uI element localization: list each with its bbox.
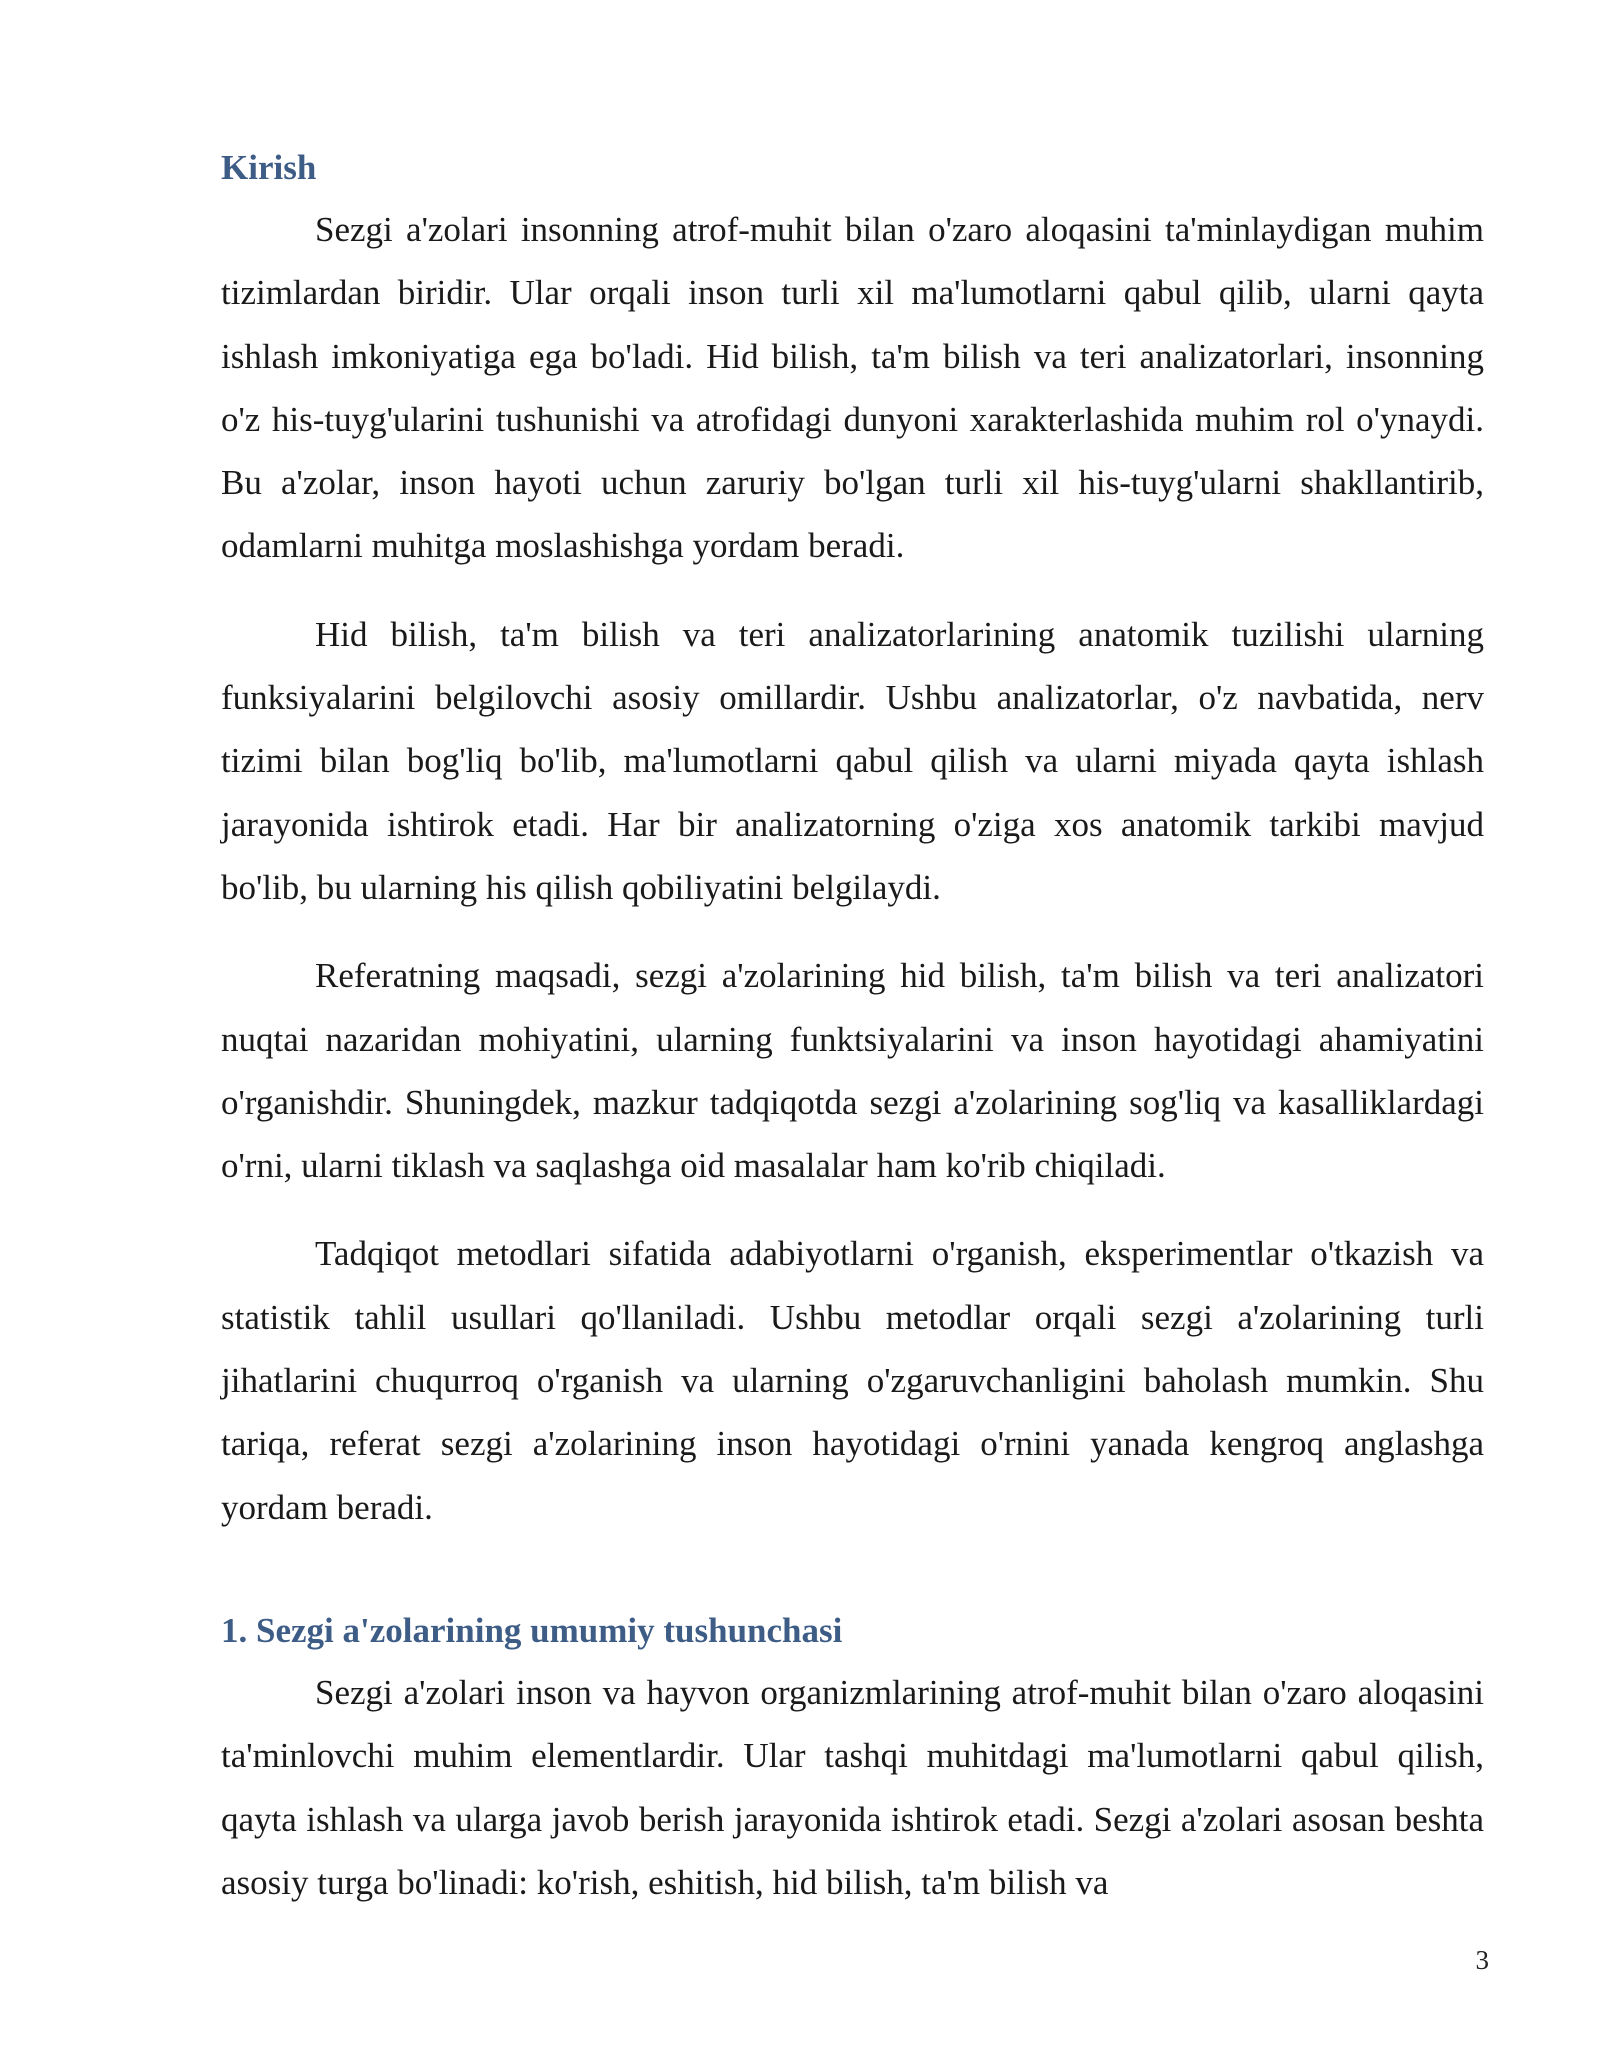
intro-paragraph-4: Tadqiqot metodlari sifatida adabiyotlarni o'rganish, eksperimentlar o'tkazish va statistik tahlil usullari qo'llaniladi. Ushbu metodlar orqali sezgi a'zolarining turli jihatlarini chuqurroq o'rganish va ularning o'zgaruvchanligini baholash mumkin. Shu tariqa, referat sezgi a'zolarining inson hayotidagi o'rnini yanada kengroq anglashga yordam beradi.: [221, 1234, 1484, 1527]
page-number: 3: [1475, 1945, 1489, 1975]
intro-paragraph-1: Sezgi a'zolari insonning atrof-muhit bilan o'zaro aloqasini ta'minlaydigan muhim tizimlardan biridir. Ular orqali inson turli xil ma'lumotlarni qabul qilib, ularni qayta ishlash imkoniyatiga ega bo'ladi. Hid bilish, ta'm bilish va teri analizatorlari, insonning o'z his-tuyg'ularini tushunishi va atrofidagi dunyoni xarakterlashida muhim rol o'ynaydi. Bu a'zolar, inson hayoti uchun zaruriy bo'lgan turli xil his-tuyg'ularni shakllantirib, odamlarni muhitga moslashishga yordam beradi.: [221, 210, 1484, 566]
intro-paragraph-3: Referatning maqsadi, sezgi a'zolarining hid bilish, ta'm bilish va teri analizatori nuqtai nazaridan mohiyatini, ularning funktsiyalarini va inson hayotidagi ahamiyatini o'rganishdir. Shuningdek, mazkur tadqiqotda sezgi a'zolarining sog'liq va kasalliklardagi o'rni, ularni tiklash va saqlashga oid masalalar ham ko'rib chiqiladi.: [221, 956, 1484, 1186]
section-title-intro: Kirish: [221, 148, 317, 187]
page-content: [221, 138, 1484, 1914]
intro-paragraph-2: Hid bilish, ta'm bilish va teri analizatorlarining anatomik tuzilishi ularning funksiyalarini belgilovchi asosiy omillardir. Ushbu analizatorlar, o'z navbatida, nerv tizimi bilan bog'liq bo'lib, ma'lumotlarni qabul qilish va ularni miyada qayta ishlash jarayonida ishtirok etadi. Har bir analizatorning o'ziga xos anatomik tarkibi mavjud bo'lib, bu ularning his qilish qobiliyatini belgilaydi.: [221, 614, 1484, 907]
section1-paragraph-1: Sezgi a'zolari inson va hayvon organizmlarining atrof-muhit bilan o'zaro aloqasini ta'minlovchi muhim elementlardir. Ular tashqi muhitdagi ma'lumotlarni qabul qilish, qayta ishlash va ularga javob berish jarayonida ishtirok etadi. Sezgi a'zolari asosan beshta asosiy turga bo'linadi: ko'rish, eshitish, hid bilish, ta'm bilish va: [221, 1672, 1484, 1902]
section-title-1: 1. Sezgi a'zolarining umumiy tushunchasi: [221, 1610, 843, 1650]
